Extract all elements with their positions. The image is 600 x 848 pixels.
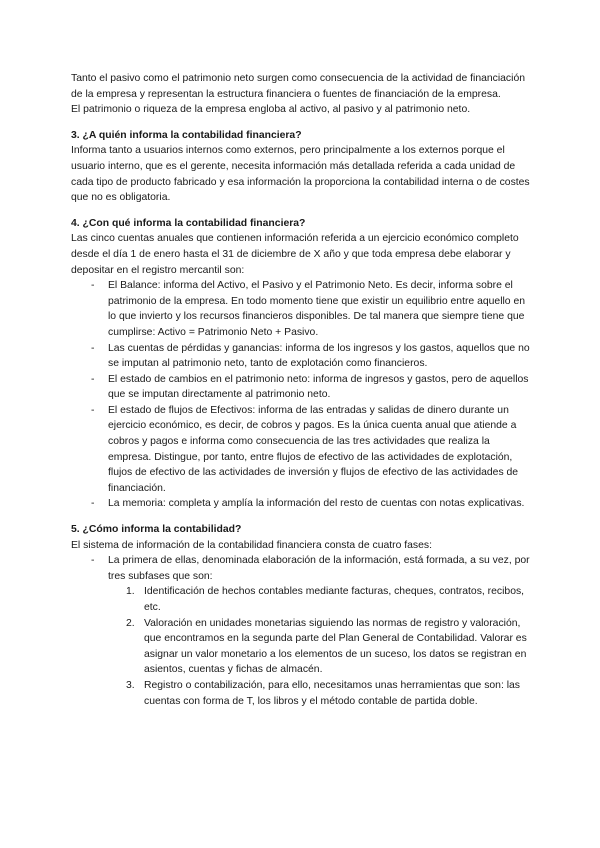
- item-text: Registro o contabilización, para ello, necesitamos unas herramientas que son: las cuentas con forma de T, los libros y el método contable de partida doble.: [144, 679, 521, 707]
- item-number: 1.: [126, 586, 135, 598]
- section-4-text: Las cinco cuentas anuales que contienen información referida a un ejercicio económico completo desde el día 1 de enero hasta el 31 de diciembre de X año y que toda empresa debe elaborar y depositar en el registro mercantil son:: [71, 233, 519, 276]
- list-item: - Las cuentas de pérdidas y ganancias: informa de los ingresos y los gastos, aquellos que no se imputan al patrimonio neto, tanto de explotación como financieros.: [71, 341, 531, 372]
- numbered-item: [71, 584, 531, 615]
- list-item: - La memoria: completa y amplía la información del resto de cuentas con notas explicativas.: [71, 496, 531, 512]
- subphases-list: [71, 584, 531, 709]
- document-page: [71, 71, 531, 709]
- list-item: - El estado de cambios en el patrimonio neto: informa de ingresos y gastos, pero de aquellos que se imputan directamente al patrimonio neto.: [71, 372, 531, 403]
- intro-paragraph-1: Tanto el pasivo como el patrimonio neto surgen como consecuencia de la actividad de financiación de la empresa y representan la estructura financiera o fuentes de financiación de la empresa.: [71, 73, 525, 100]
- annual-accounts-list: [71, 278, 531, 512]
- numbered-item: [71, 678, 531, 709]
- list-item: - El Balance: informa del Activo, el Pasivo y el Patrimonio Neto. Es decir, informa sobre el patrimonio de la empresa. En todo momento tiene que existir un equilibrio entre aquello en lo que invierto y los recursos financieros disponibles. De tal manera que siempre tiene que cumplirse: Activo = Patrimonio Neto + Pasivo.: [71, 278, 531, 340]
- intro-paragraph-2: El patrimonio o riqueza de la empresa engloba al activo, al pasivo y al patrimonio neto.: [71, 104, 471, 116]
- phases-list: [71, 553, 531, 584]
- numbered-item: [71, 616, 531, 678]
- section-5-text: El sistema de información de la contabilidad financiera consta de cuatro fases:: [71, 539, 432, 551]
- section-3-text: Informa tanto a usuarios internos como externos, pero principalmente a los externos porque el usuario interno, que es el gerente, necesita información más detallada referida a cada unidad de cada tipo de producto fabricado y esa información la proporciona la contabilidad interna o de costes que no es obligatoria.: [71, 145, 530, 204]
- section-5-heading: 5. ¿Cómo informa la contabilidad?: [71, 524, 242, 536]
- item-number: 2.: [126, 617, 135, 629]
- list-item: - La primera de ellas, denominada elaboración de la información, está formada, a su vez, por tres subfases que son:: [71, 553, 531, 584]
- item-text: Identificación de hechos contables mediante facturas, cheques, contratos, recibos, etc.: [144, 586, 525, 613]
- item-number: 3.: [126, 679, 135, 691]
- item-text: Valoración en unidades monetarias siguiendo las normas de registro y valoración, que encontramos en la segunda parte del Plan General de Contabilidad. Valorar es asignar un valor monetario a los elementos de un suceso, los datos se registran en asientos, cuentas y fichas de almacén.: [144, 617, 527, 676]
- section-3-heading: 3. ¿A quién informa la contabilidad financiera?: [71, 129, 302, 141]
- section-4-heading: 4. ¿Con qué informa la contabilidad financiera?: [71, 217, 306, 229]
- list-item: - El estado de flujos de Efectivos: informa de las entradas y salidas de dinero durante un ejercicio económico, es decir, de cobros y pagos. Es la única cuenta anual que atiende a cobros y pagos e informa como consecuencia de las tres actividades que realiza la empresa. Distingue, por tanto, entre flujos de efectivo de las actividades de explotación, flujos de efectivo de las actividades de inversión y flujos de efectivo de las actividades de financiación.: [71, 403, 531, 497]
